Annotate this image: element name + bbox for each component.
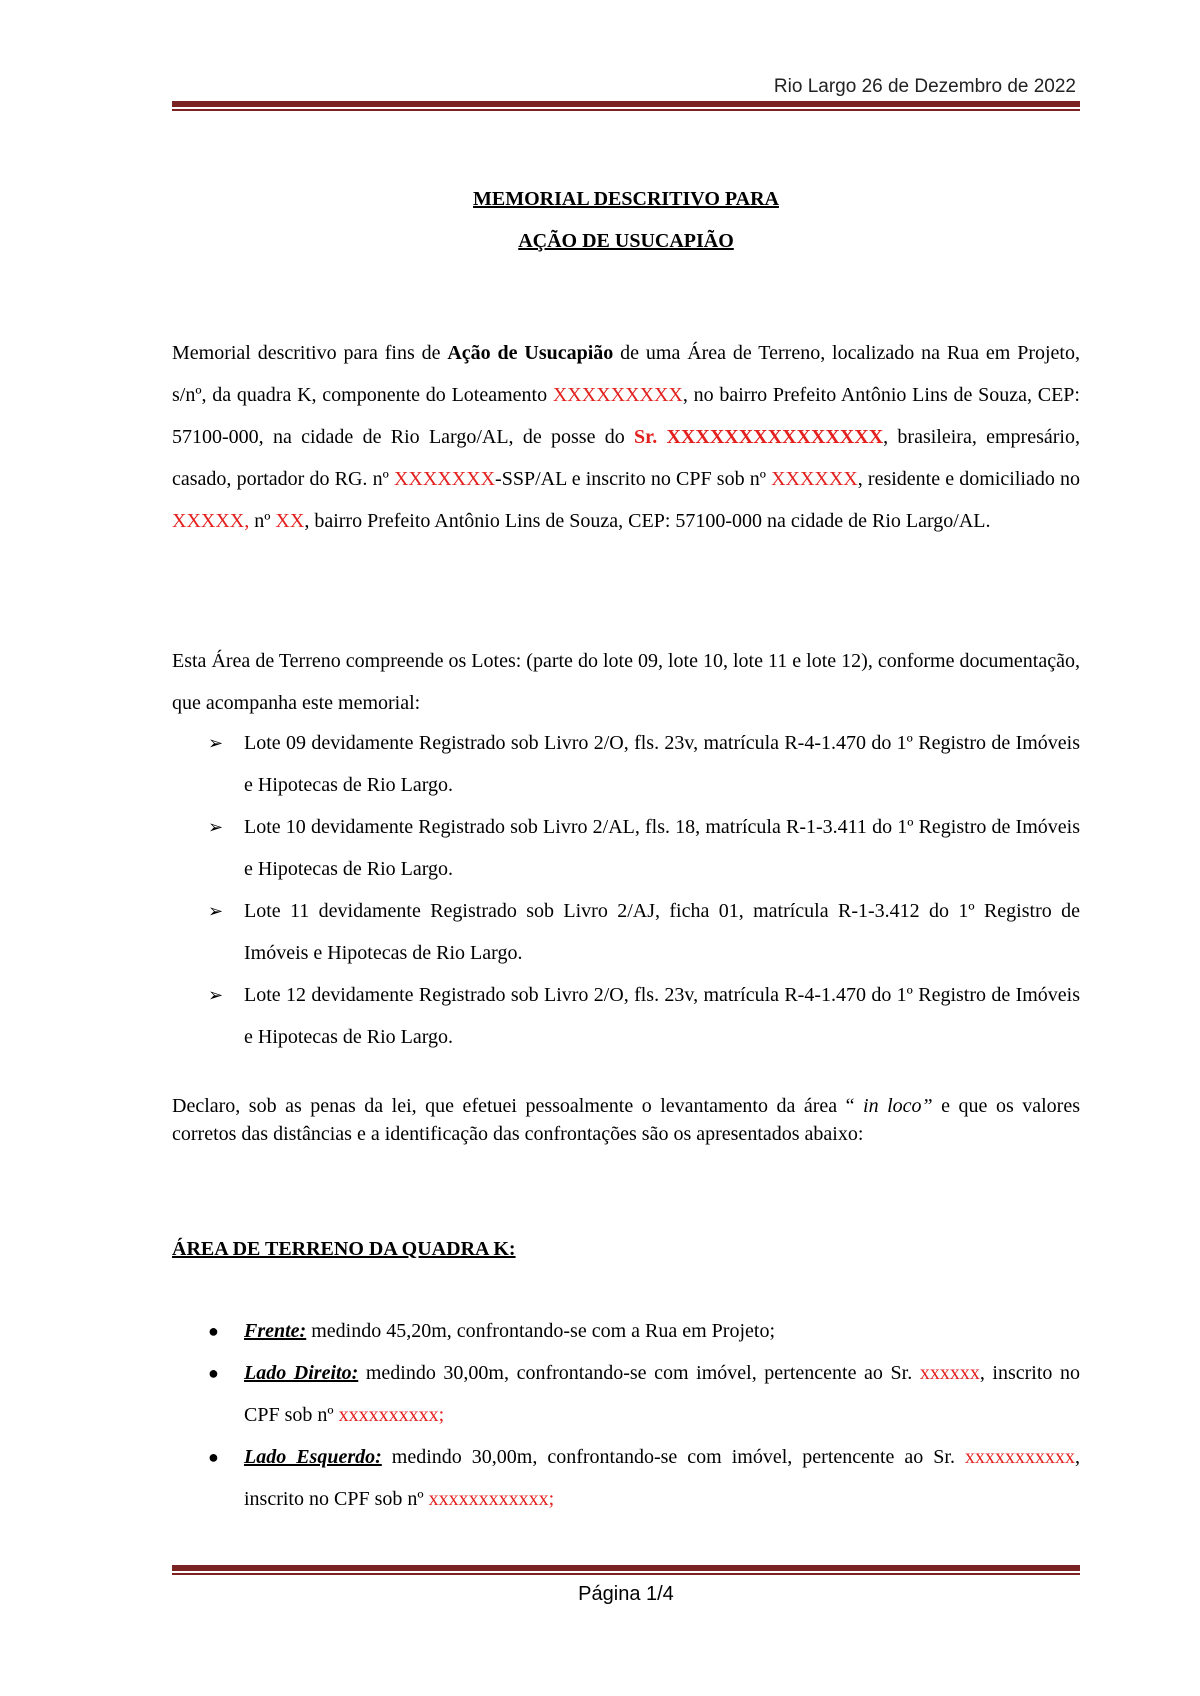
arrow-bullet-icon: ➢	[208, 733, 224, 753]
arrow-bullet-icon: ➢	[208, 985, 224, 1005]
boundary-text: , inscrito no CPF sob nº	[244, 1362, 1080, 1426]
redacted-placeholder: xxxxxxxxxx;	[338, 1404, 445, 1426]
boundary-text: medindo 30,00m, confrontando-se com imóvel, pertencente ao Sr.	[381, 1446, 965, 1468]
page-number: Página 1/4	[578, 1583, 674, 1605]
boundary-label: Lado Esquerdo:	[244, 1446, 382, 1468]
declaration-text: e que os valores corretos das distâncias e a identificação das confrontações são os apresentados abaixo:	[172, 1095, 1080, 1145]
boundary-label: Frente:	[244, 1320, 307, 1342]
list-item-text: Lote 09 devidamente Registrado sob Livro 2/O, fls. 23v, matrícula R-4-1.470 do 1º Registro de Imóveis e Hipotecas de Rio Largo.	[244, 732, 1080, 796]
footer-rule	[172, 1565, 1080, 1575]
arrow-bullet-icon: ➢	[208, 901, 224, 921]
list-item-text: Lote 12 devidamente Registrado sob Livro 2/O, fls. 23v, matrícula R-4-1.470 do 1º Registro de Imóveis e Hipotecas de Rio Largo.	[244, 984, 1080, 1048]
list-item	[172, 806, 1080, 890]
intro-text: , bairro Prefeito Antônio Lins de Souza, CEP: 57100-000 na cidade de Rio Largo/AL.	[304, 510, 991, 532]
list-item	[172, 890, 1080, 974]
boundary-label: Lado Direito:	[244, 1362, 359, 1384]
document-title-line1: MEMORIAL DESCRITIVO PARA	[473, 188, 779, 210]
list-item	[172, 974, 1080, 1058]
redacted-placeholder: XX	[275, 510, 305, 532]
list-item	[172, 1310, 1080, 1352]
list-item-text: Lote 10 devidamente Registrado sob Livro 2/AL, fls. 18, matrícula R-1-3.411 do 1º Registro de Imóveis e Hipotecas de Rio Largo.	[244, 816, 1080, 880]
redacted-placeholder: XXXXXX	[771, 468, 858, 490]
redacted-owner-name: Sr. XXXXXXXXXXXXXXX	[634, 426, 884, 448]
declaration-text: Declaro, sob as penas da lei, que efetuei pessoalmente o levantamento da área “	[172, 1095, 855, 1117]
redacted-placeholder: xxxxxxxxxxxx;	[428, 1488, 555, 1510]
redacted-placeholder: XXXXX,	[172, 510, 250, 532]
intro-text: , brasileira, empresário, casado, portador do RG. nº	[172, 426, 1080, 490]
section-title: ÁREA DE TERRENO DA QUADRA K:	[172, 1238, 516, 1260]
round-bullet-icon: ●	[208, 1447, 219, 1467]
round-bullet-icon: ●	[208, 1363, 219, 1383]
boundaries-list	[172, 1310, 1080, 1520]
boundary-text: medindo 30,00m, confrontando-se com imóvel, pertencente ao Sr.	[358, 1362, 920, 1384]
document-title-line2: AÇÃO DE USUCAPIÃO	[518, 230, 734, 252]
header-rule	[172, 101, 1080, 111]
list-item	[172, 1352, 1080, 1436]
intro-text: , no bairro Prefeito Antônio Lins de Souza, CEP: 57100-000, na cidade de Rio Largo/AL, de posse do	[172, 384, 1080, 448]
boundary-text: , inscrito no CPF sob nº	[244, 1446, 1080, 1510]
intro-paragraph	[172, 332, 1080, 542]
redacted-placeholder: XXXXXXXXX	[552, 384, 683, 406]
header-date: Rio Largo 26 de Dezembro de 2022	[773, 76, 1076, 97]
intro-bold: Ação de Usucapião	[447, 342, 614, 364]
intro-text: Memorial descritivo para fins de	[172, 342, 448, 364]
boundary-text: medindo 45,20m, confrontando-se com a Rua em Projeto;	[306, 1320, 776, 1342]
list-item	[172, 1436, 1080, 1520]
list-item-text: Lote 11 devidamente Registrado sob Livro 2/AJ, ficha 01, matrícula R-1-3.412 do 1º Registro de Imóveis e Hipotecas de Rio Largo.	[244, 900, 1080, 964]
redacted-placeholder: xxxxxxxxxxx	[965, 1446, 1075, 1468]
list-item	[172, 722, 1080, 806]
intro-text: nº	[249, 510, 276, 532]
intro-text: de uma Área de Terreno, localizado na Rua em Projeto, s/nº, da quadra K, componente do Loteamento	[172, 342, 1080, 406]
round-bullet-icon: ●	[208, 1321, 219, 1341]
arrow-bullet-icon: ➢	[208, 817, 224, 837]
intro-text: , residente e domiciliado no	[857, 468, 1080, 490]
redacted-placeholder: xxxxxx	[919, 1362, 980, 1384]
lots-list	[172, 722, 1080, 1058]
intro-text: -SSP/AL e inscrito no CPF sob nº	[495, 468, 772, 490]
lots-paragraph: Esta Área de Terreno compreende os Lotes: (parte do lote 09, lote 10, lote 11 e lote 12), conforme documentação, que acompanha este memorial:	[172, 650, 1080, 714]
declaration-italic: in loco”	[854, 1095, 933, 1117]
declaration-paragraph	[172, 1092, 1080, 1148]
redacted-placeholder: XXXXXXX	[393, 468, 496, 490]
